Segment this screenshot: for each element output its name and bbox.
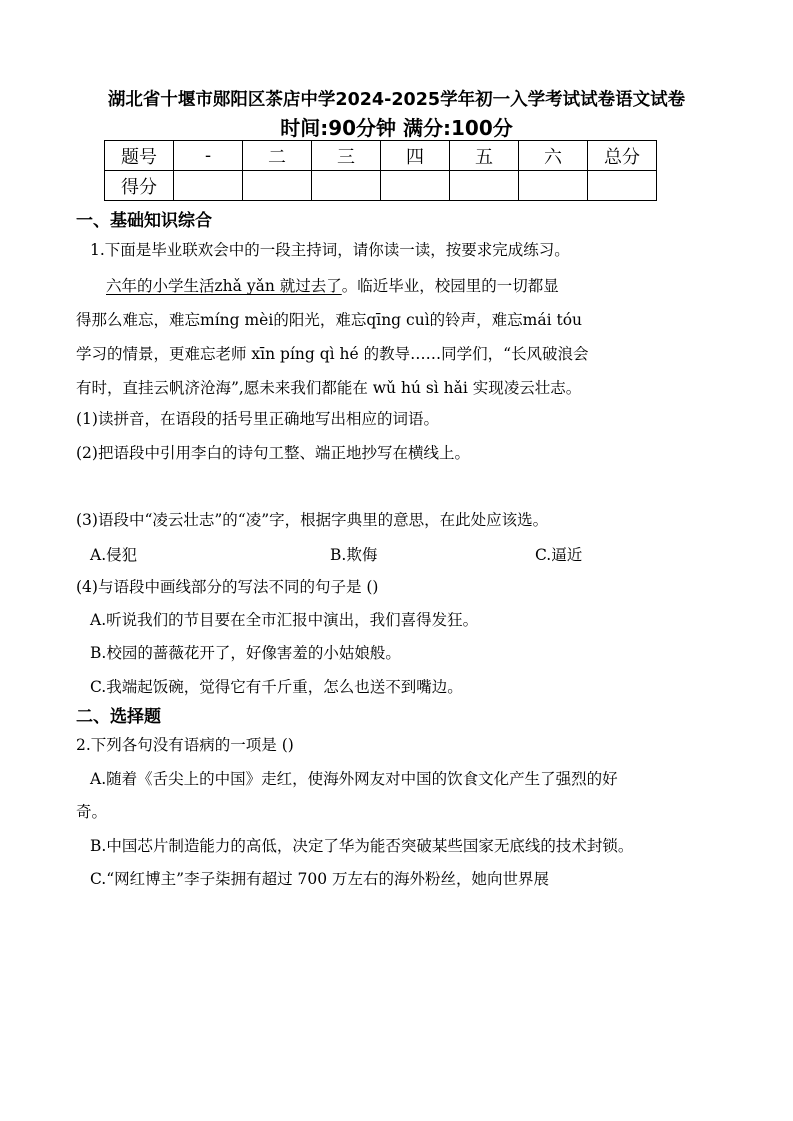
score-cell: 五 xyxy=(450,141,519,171)
score-blank-cell[interactable] xyxy=(174,171,243,201)
option-a[interactable]: A.侵犯 xyxy=(90,546,138,564)
score-cell: 总分 xyxy=(588,141,657,171)
passage-line-1-rest: 。临近毕业，校园里的一切都显 xyxy=(341,277,559,295)
question-1-stem: 1.下面是毕业联欢会中的一段主持词，请你读一读，按要求完成练习。 xyxy=(90,241,570,259)
score-table-header-row xyxy=(105,141,657,171)
sub-question-3: (3)语段中“凌云壮志”的“凌”字，根据字典里的意思，在此处应该选。 xyxy=(76,511,549,529)
score-blank-cell[interactable] xyxy=(588,171,657,201)
score-row-label: 得分 xyxy=(105,171,174,201)
option-c[interactable]: C.我端起饭碗，觉得它有千斤重，怎么也送不到嘴边。 xyxy=(90,678,463,696)
option-b[interactable]: B.中国芯片制造能力的高低，决定了华为能否突破某些国家无底线的技术封锁。 xyxy=(90,837,634,855)
passage-line-2: 得那么难忘，难忘míng mèi的阳光，难忘qīng cuì的铃声，难忘mái tóu xyxy=(76,311,583,329)
section-heading-1: 一、基础知识综合 xyxy=(76,211,212,231)
score-blank-cell[interactable] xyxy=(519,171,588,201)
score-cell: 二 xyxy=(243,141,312,171)
passage-line-4: 有时，直挂云帆济沧海”,愿未来我们都能在 wǔ hú sì hǎi 实现凌云壮志。 xyxy=(76,379,582,397)
score-blank-cell[interactable] xyxy=(243,171,312,201)
option-c[interactable]: C.“网红博主”李子柒拥有超过 700 万左右的海外粉丝，她向世界展 xyxy=(90,870,550,888)
score-table xyxy=(104,140,657,201)
sub-question-1: (1)读拼音，在语段的括号里正确地写出相应的词语。 xyxy=(76,410,439,428)
option-a[interactable]: A.随着《舌尖上的中国》走红，使海外网友对中国的饮食文化产生了强烈的好 xyxy=(90,770,618,788)
exam-title: 湖北省十堰市郧阳区茶店中学2024-2025学年初一入学考试试卷语文试卷 xyxy=(107,90,686,110)
option-b[interactable]: B.校园的蔷薇花开了，好像害羞的小姑娘般。 xyxy=(90,644,401,662)
question-2-stem: 2.下列各句没有语病的一项是 () xyxy=(76,736,294,754)
exam-subtitle: 时间:90分钟 满分:100分 xyxy=(280,116,513,140)
passage-line-3: 学习的情景，更难忘老师 xīn píng qì hé 的教导……同学们，“长风破浪会 xyxy=(76,345,589,363)
option-c[interactable]: C.逼近 xyxy=(535,546,583,564)
option-b[interactable]: B.欺侮 xyxy=(330,546,378,564)
score-blank-cell[interactable] xyxy=(312,171,381,201)
score-cell: - xyxy=(174,141,243,171)
option-a[interactable]: A.听说我们的节目要在全市汇报中演出，我们喜得发狂。 xyxy=(90,611,479,629)
option-a-continued: 奇。 xyxy=(76,803,108,821)
passage-line-1 xyxy=(106,276,559,296)
score-cell: 题号 xyxy=(105,141,174,171)
section-heading-2: 二、选择题 xyxy=(76,707,161,727)
score-blank-cell[interactable] xyxy=(450,171,519,201)
score-cell: 六 xyxy=(519,141,588,171)
score-cell: 三 xyxy=(312,141,381,171)
sub-question-2: (2)把语段中引用李白的诗句工整、端正地抄写在横线上。 xyxy=(76,444,470,462)
score-cell: 四 xyxy=(381,141,450,171)
underlined-phrase: 六年的小学生活zhǎ yǎn 就过去了 xyxy=(106,277,342,295)
score-table-score-row xyxy=(105,171,657,201)
score-blank-cell[interactable] xyxy=(381,171,450,201)
sub-question-4: (4)与语段中画线部分的写法不同的句子是 () xyxy=(76,578,379,596)
